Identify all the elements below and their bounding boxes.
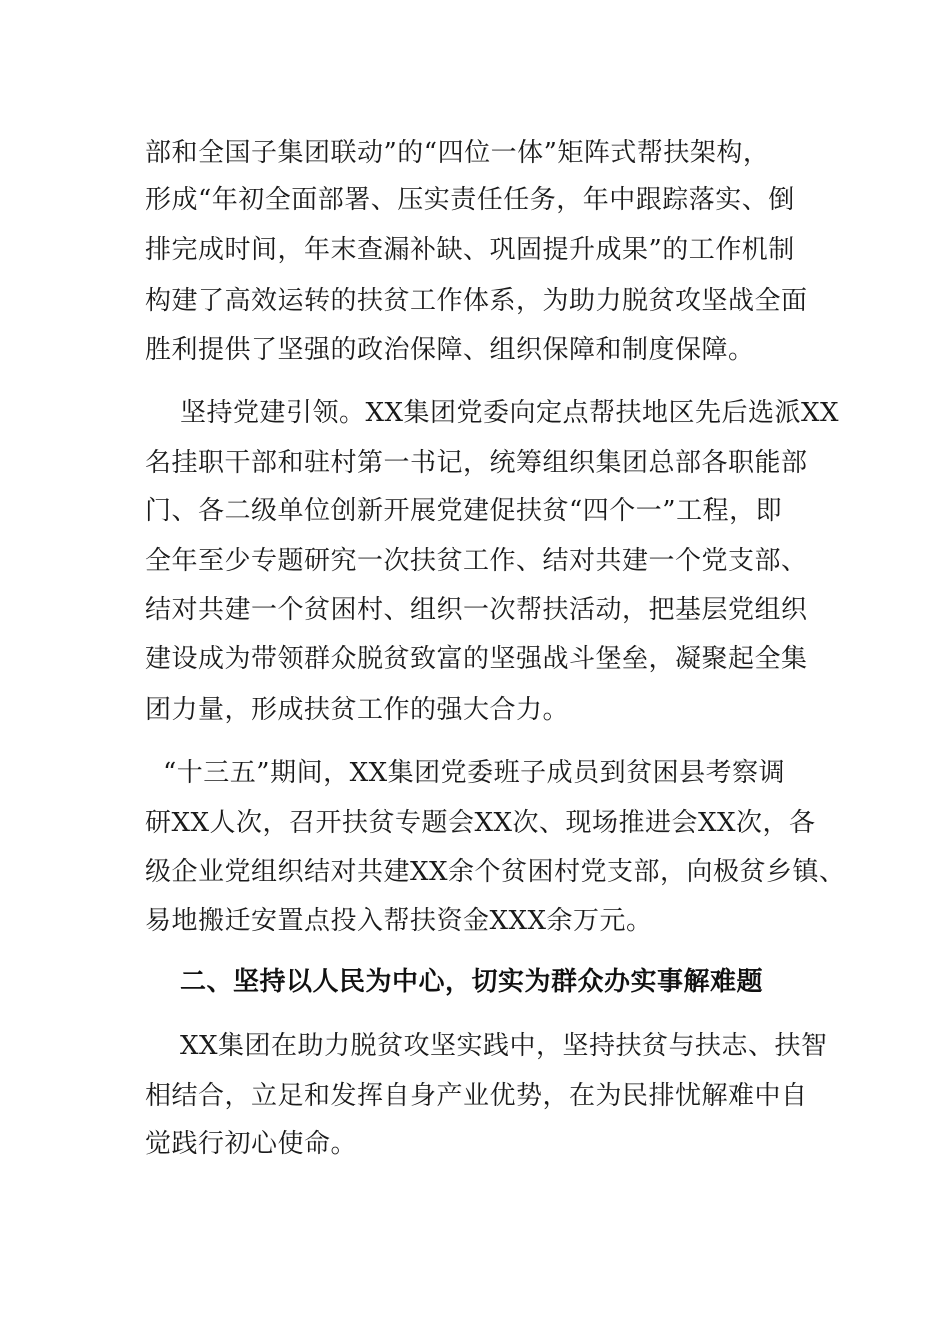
section-heading: 二、坚持以人民为中心，切实为群众办实事解难题: [180, 967, 764, 997]
paragraph-line: 易地搬迁安置点投入帮扶资金XXX余万元。: [145, 906, 653, 936]
paragraph-line: 部和全国子集团联动”的“四位一体”矩阵式帮扶架构，: [145, 138, 770, 168]
paragraph-line: 形成“年初全面部署、压实责任任务，年中跟踪落实、倒: [145, 185, 795, 215]
paragraph-line: 全年至少专题研究一次扶贫工作、结对共建一个党支部、: [145, 546, 808, 576]
paragraph-line: 胜利提供了坚强的政治保障、组织保障和制度保障。: [145, 335, 755, 365]
paragraph-line: 门、各二级单位创新开展党建促扶贫“四个一”工程，即: [145, 496, 783, 526]
paragraph-line: 研XX人次，召开扶贫专题会XX次、现场推进会XX次，各: [145, 808, 816, 838]
paragraph-line: 排完成时间，年末查漏补缺、巩固提升成果”的工作机制: [145, 235, 795, 265]
paragraph-line: 相结合，立足和发挥自身产业优势，在为民排忧解难中自: [145, 1081, 808, 1111]
paragraph-line: 名挂职干部和驻村第一书记，统筹组织集团总部各职能部: [145, 448, 808, 478]
paragraph-line: 坚持党建引领。XX集团党委向定点帮扶地区先后选派XX: [180, 398, 840, 428]
paragraph-line: XX集团在助力脱贫攻坚实践中，坚持扶贫与扶志、扶智: [180, 1031, 828, 1061]
paragraph-line: 团力量，形成扶贫工作的强大合力。: [145, 695, 570, 725]
paragraph-line: “十三五”期间，XX集团党委班子成员到贫困县考察调: [163, 758, 786, 788]
paragraph-line: 结对共建一个贫困村、组织一次帮扶活动，把基层党组织: [145, 595, 808, 625]
paragraph-line: 建设成为带领群众脱贫致富的坚强战斗堡垒，凝聚起全集: [145, 644, 808, 674]
paragraph-line: 级企业党组织结对共建XX余个贫困村党支部，向极贫乡镇、: [145, 857, 846, 887]
paragraph-line: 觉践行初心使命。: [145, 1129, 358, 1159]
paragraph-line: 构建了高效运转的扶贫工作体系，为助力脱贫攻坚战全面: [145, 286, 808, 316]
